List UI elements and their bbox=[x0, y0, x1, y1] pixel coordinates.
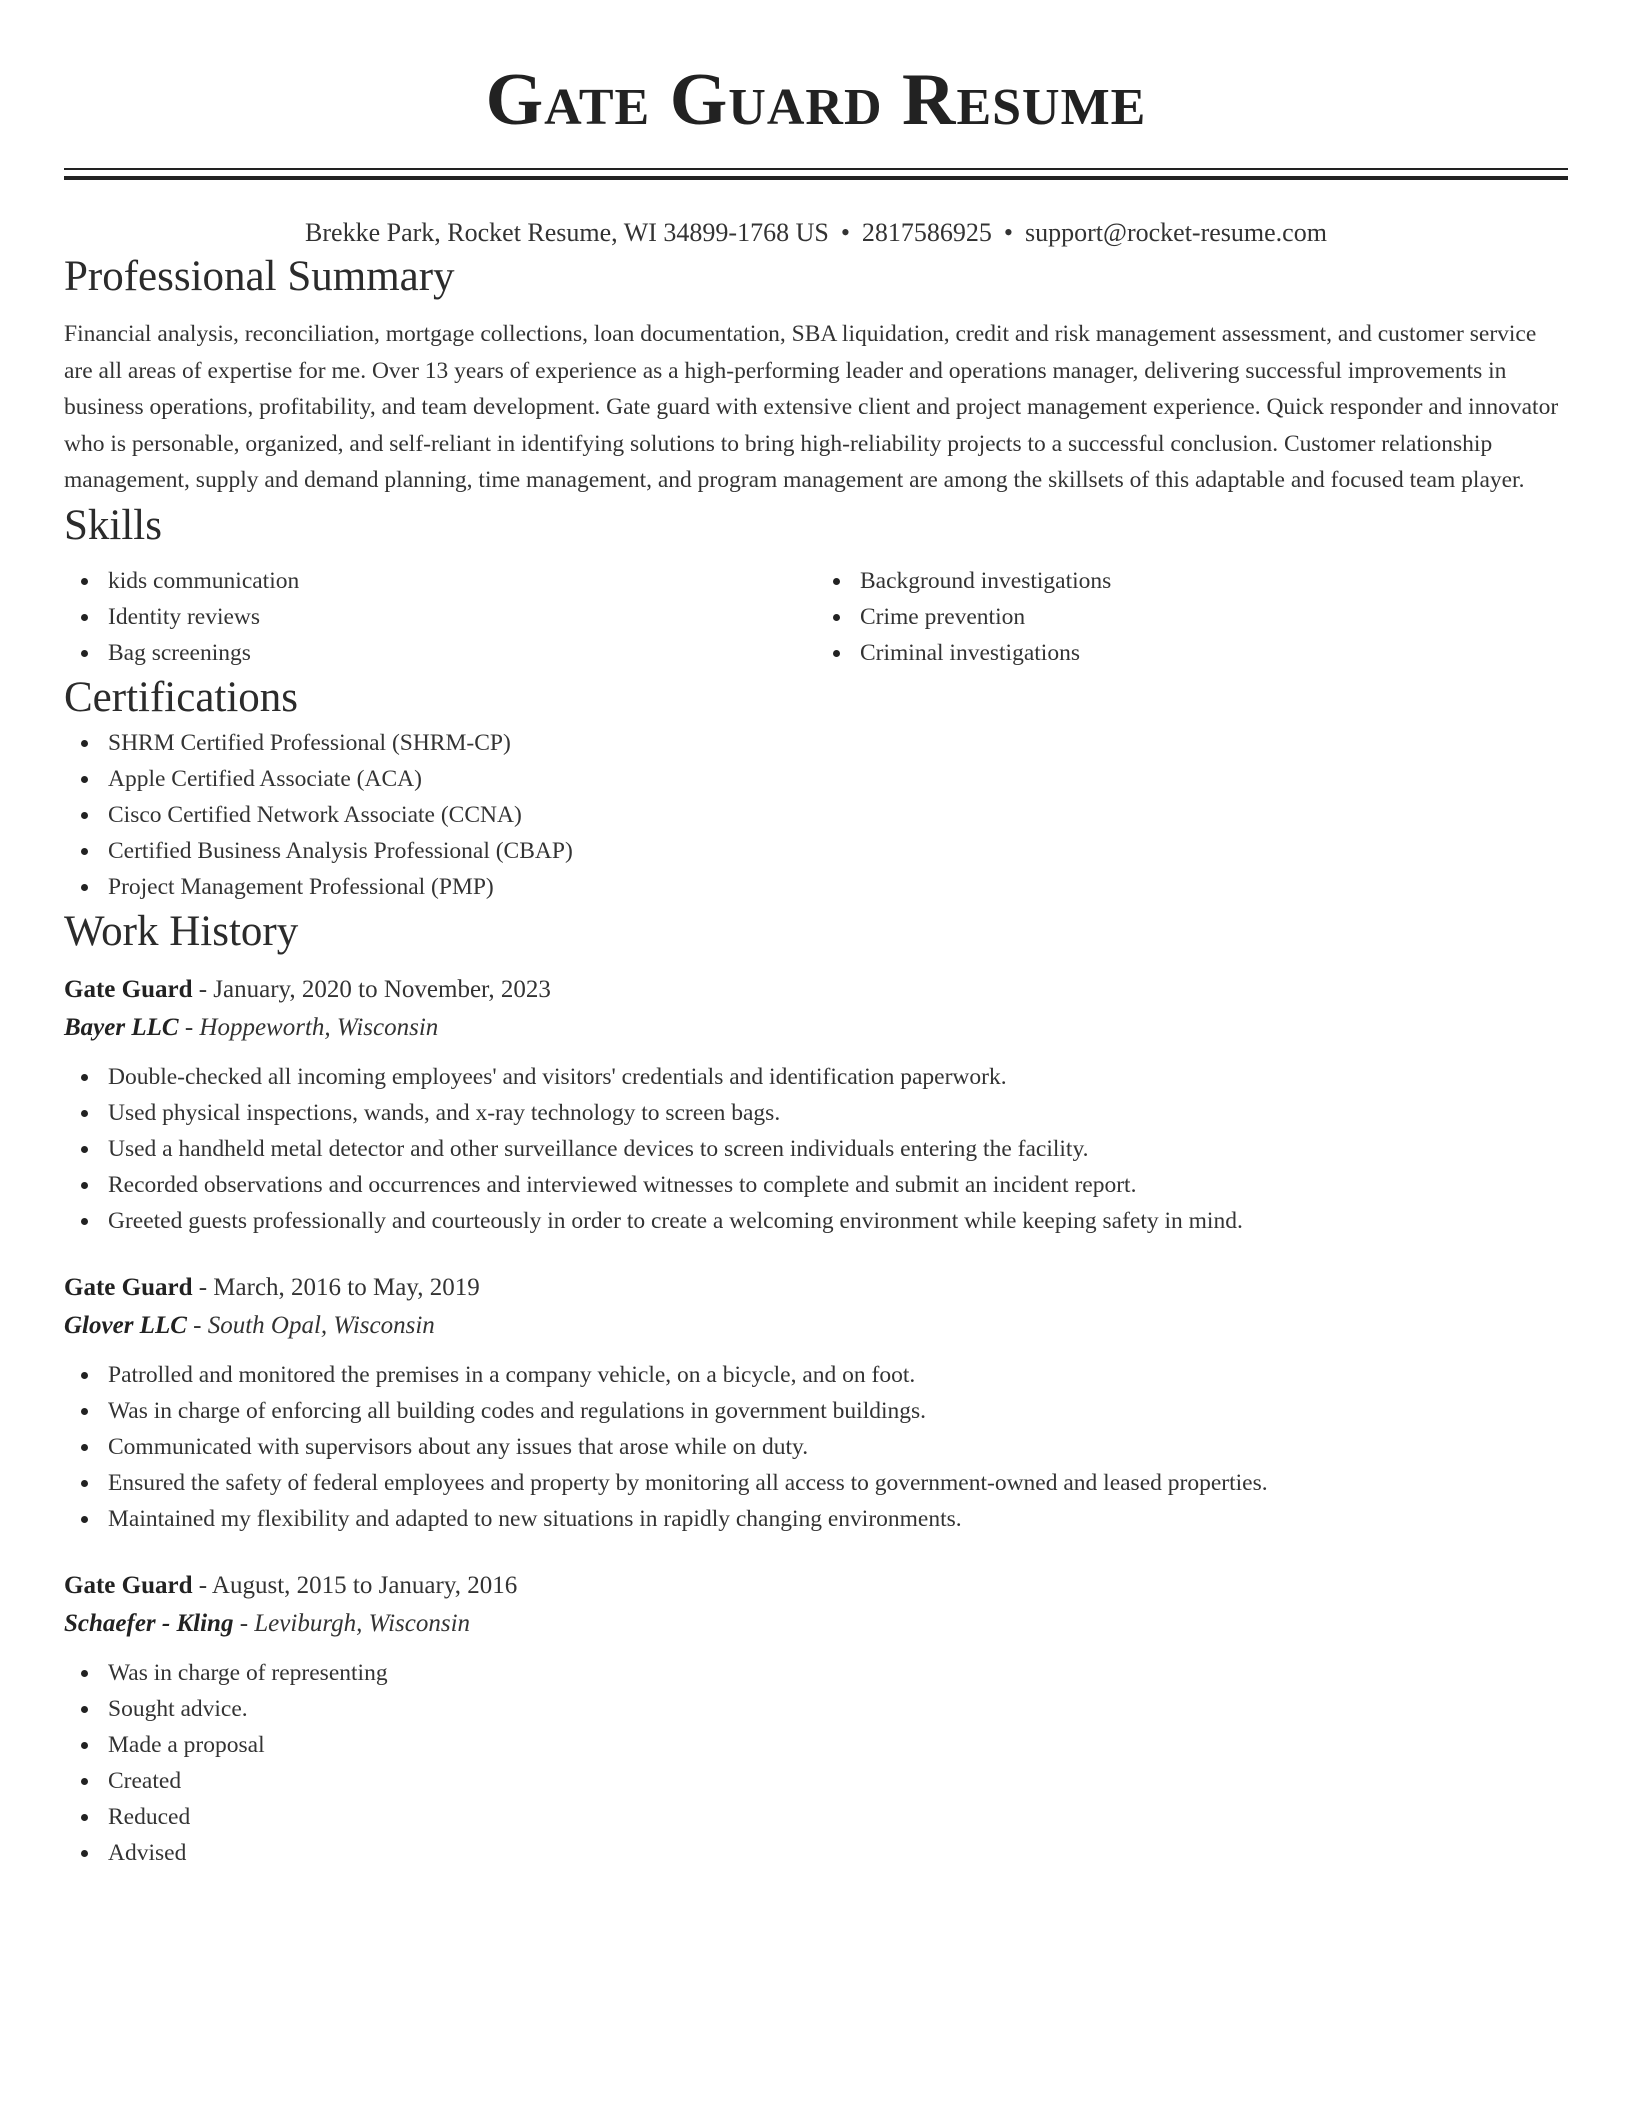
job-title-line bbox=[64, 1269, 1568, 1307]
job-title-line bbox=[64, 1567, 1568, 1605]
company-location: - Hoppeworth, Wisconsin bbox=[178, 1013, 439, 1041]
company-line bbox=[64, 1605, 1568, 1643]
certifications-list bbox=[64, 725, 1568, 905]
job-duty: Sought advice. bbox=[64, 1691, 1568, 1727]
company-name: Glover LLC bbox=[64, 1311, 187, 1339]
job-duty: Advised bbox=[64, 1835, 1568, 1871]
divider-thin-line bbox=[64, 168, 1568, 170]
contact-separator: • bbox=[840, 218, 850, 247]
job-duty: Created bbox=[64, 1763, 1568, 1799]
skill-item: Crime prevention bbox=[816, 599, 1568, 635]
job-dates: - January, 2020 to November, 2023 bbox=[192, 975, 551, 1003]
skill-item: Criminal investigations bbox=[816, 635, 1568, 671]
skills-columns bbox=[64, 563, 1568, 671]
skills-list-right bbox=[816, 563, 1568, 671]
job-duty: Used physical inspections, wands, and x-ray technology to screen bags. bbox=[64, 1095, 1568, 1131]
summary-text: Financial analysis, reconciliation, mortgage collections, loan documentation, SBA liquidation, credit and risk management assessment, and customer service are all areas of expertise for me. Over 13 years of experience as a high-performing leader and operations manager, delivering successful improvements in business operations, profitability, and team development. Gate guard with extensive client and project management experience. Quick responder and innovator who is personable, organized, and self-reliant in identifying solutions to bring high-reliability projects to a successful conclusion. Customer relationship management, supply and demand planning, time management, and program management are among the skillsets of this adaptable and focused team player. bbox=[64, 321, 1559, 493]
job-dates: - March, 2016 to May, 2019 bbox=[192, 1273, 480, 1301]
job-title: Gate Guard bbox=[64, 1571, 193, 1599]
skills-heading: Skills bbox=[64, 501, 162, 549]
skill-item: Bag screenings bbox=[64, 635, 816, 671]
contact-line bbox=[64, 216, 1568, 250]
company-name: Schaefer - Kling bbox=[64, 1609, 234, 1637]
certification-item: Certified Business Analysis Professional (CBAP) bbox=[64, 833, 1568, 869]
job-entry bbox=[64, 1567, 1568, 1871]
job-duty: Was in charge of enforcing all building codes and regulations in government buildings. bbox=[64, 1393, 1568, 1429]
job-title-line bbox=[64, 971, 1568, 1009]
job-duties-list bbox=[64, 1655, 1568, 1871]
job-dates: - August, 2015 to January, 2016 bbox=[192, 1571, 518, 1599]
company-location: - Leviburgh, Wisconsin bbox=[233, 1609, 471, 1637]
certification-item: SHRM Certified Professional (SHRM-CP) bbox=[64, 725, 1568, 761]
job-duty: Maintained my flexibility and adapted to new situations in rapidly changing environments. bbox=[64, 1501, 1568, 1537]
contact-phone: 2817586925 bbox=[861, 218, 992, 247]
contact-address: Brekke Park, Rocket Resume, WI 34899-1768 US bbox=[305, 218, 829, 247]
certification-item: Cisco Certified Network Associate (CCNA) bbox=[64, 797, 1568, 833]
job-entry bbox=[64, 1269, 1568, 1537]
company-location: - South Opal, Wisconsin bbox=[186, 1311, 435, 1339]
certification-item: Apple Certified Associate (ACA) bbox=[64, 761, 1568, 797]
job-duty: Ensured the safety of federal employees and property by monitoring all access to government-owned and leased properties. bbox=[64, 1465, 1568, 1501]
contact-email: support@rocket-resume.com bbox=[1025, 218, 1327, 247]
work-history-heading: Work History bbox=[64, 907, 299, 955]
title-divider bbox=[64, 168, 1568, 180]
job-duty: Used a handheld metal detector and other surveillance devices to screen individuals entering the facility. bbox=[64, 1131, 1568, 1167]
contact-separator: • bbox=[1003, 218, 1014, 247]
job-duty: Double-checked all incoming employees' and visitors' credentials and identification paperwork. bbox=[64, 1059, 1568, 1095]
certification-item: Project Management Professional (PMP) bbox=[64, 869, 1568, 905]
job-duty: Reduced bbox=[64, 1799, 1568, 1835]
job-duty: Recorded observations and occurrences and interviewed witnesses to complete and submit an incident report. bbox=[64, 1167, 1568, 1203]
divider-thick-line bbox=[64, 176, 1568, 180]
job-duty: Made a proposal bbox=[64, 1727, 1568, 1763]
skill-item: Identity reviews bbox=[64, 599, 816, 635]
job-duty: Patrolled and monitored the premises in a company vehicle, on a bicycle, and on foot. bbox=[64, 1357, 1568, 1393]
job-duties-list bbox=[64, 1059, 1568, 1239]
skill-item: Background investigations bbox=[816, 563, 1568, 599]
company-name: Bayer LLC bbox=[64, 1013, 179, 1041]
resume-title: Gate Guard Resume bbox=[485, 59, 1147, 141]
skill-item: kids communication bbox=[64, 563, 816, 599]
job-entry bbox=[64, 971, 1568, 1239]
summary-heading: Professional Summary bbox=[64, 253, 455, 300]
company-line bbox=[64, 1009, 1568, 1047]
job-duty: Was in charge of representing bbox=[64, 1655, 1568, 1691]
skills-list-left bbox=[64, 563, 816, 671]
job-title: Gate Guard bbox=[64, 1273, 193, 1301]
job-title: Gate Guard bbox=[64, 975, 193, 1003]
job-duties-list bbox=[64, 1357, 1568, 1537]
company-line bbox=[64, 1307, 1568, 1345]
job-duty: Greeted guests professionally and courteously in order to create a welcoming environment while keeping safety in mind. bbox=[64, 1203, 1568, 1239]
certifications-heading: Certifications bbox=[64, 673, 299, 721]
job-duty: Communicated with supervisors about any issues that arose while on duty. bbox=[64, 1429, 1568, 1465]
